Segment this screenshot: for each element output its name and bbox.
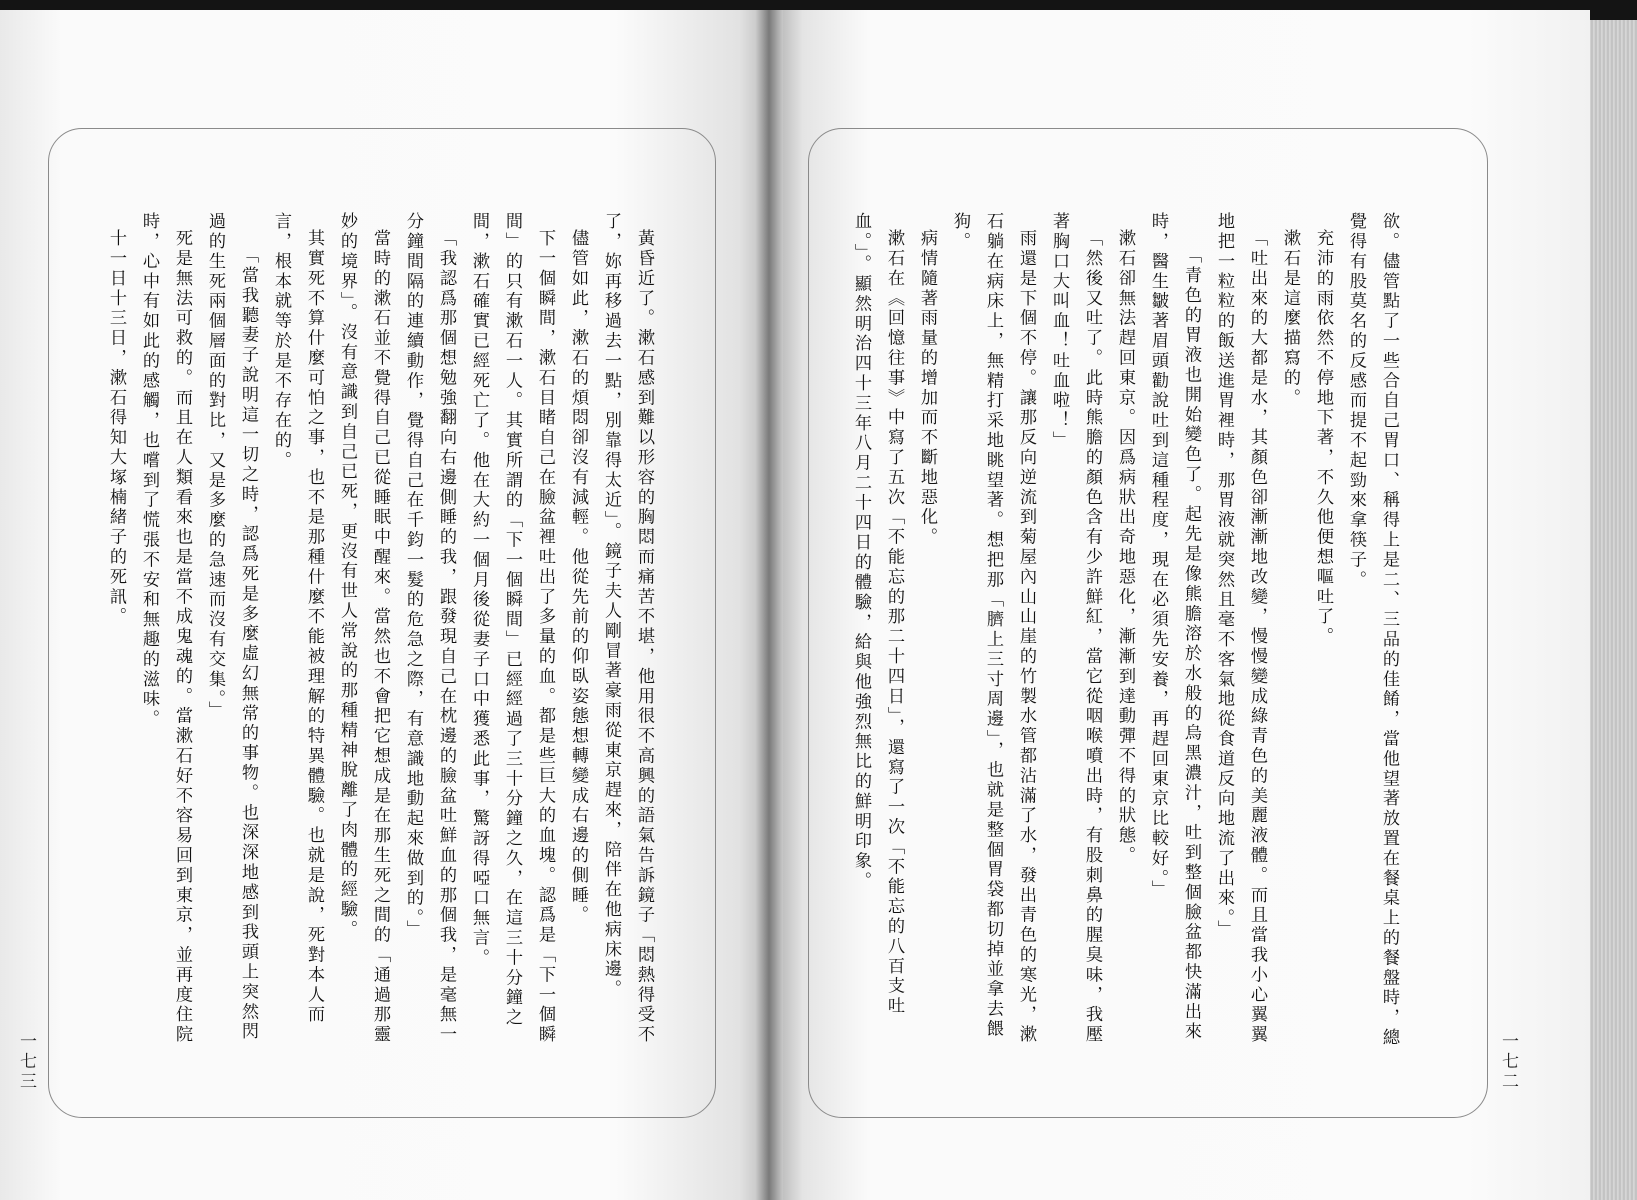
left-page-text [106, 212, 660, 1062]
paragraph: 病情隨著雨量的增加而不斷地惡化。 [917, 229, 937, 548]
paragraph: 黃昏近了。漱石感到難以形容的胸悶而痛苦不堪，他用很不高興的語氣告訴鏡子「悶熱得受不了，妳再移過去一點，別靠得太近」。鏡子夫人剛冒著豪雨從東京趕來，陪伴在他病床邊。 [601, 212, 654, 1046]
page-number-right: 一七二 [1498, 1032, 1518, 1092]
quote-paragraph: 「當我聽妻子說明這一切之時，認爲死是多麼虛幻無常的事物。也深深地感到我頭上突然閃過的生死兩個層面的對比，又是多麼的急速而沒有交集。」 [205, 212, 258, 1043]
paragraph: 漱石是這麼描寫的。 [1280, 229, 1300, 409]
paragraph: 下一個瞬間，漱石目睹自己在臉盆裡吐出了多量的血。都是些巨大的血塊。認爲是「下一個瞬間」的只有漱石一人。其實所謂的「下一個瞬間」已經經過了三十分鐘之久，在這三十分鐘之間，漱石確實已經死亡了。他在大約一個月後從妻子口中獲悉此事，驚訝得啞口無言。 [469, 212, 555, 1046]
paragraph: 其實死不算什麼可怕之事，也不是那種什麼不能被理解的特異體驗。也就是說，死對本人而言，根本就等於是不存在的。 [271, 212, 324, 1026]
book-gutter [755, 0, 783, 1200]
paragraph: 充沛的雨依然不停地下著，不久他便想嘔吐了。 [1313, 229, 1333, 648]
paragraph: 漱石在《回憶往事》中寫了五次「不能忘的那二十四日」，還寫了一次「不能忘的八百支吐血。」。顯然明治四十三年八月二十四日的體驗，給與他強烈無比的鮮明印象。 [851, 212, 904, 1017]
paragraph: 死是無法可救的。而且在人類看來也是當不成鬼魂的。當漱石好不容易回到東京，並再度住院時，心中有如此的感觸，也嚐到了慌張不安和無趣的滋味。 [139, 212, 192, 1046]
quote-paragraph: 「吐出來的大都是水，其顏色卻漸漸地改變，慢慢變成綠青色的美麗液體。而且當我小心翼翼地把一粒粒的飯送進胃裡時，那胃液就突然且毫不客氣地從食道反向地流了出來。」 [1214, 212, 1267, 1046]
paragraph: 儘管如此，漱石的煩悶卻沒有減輕。他從先前的仰臥姿態想轉變成右邊的側睡。 [568, 229, 588, 926]
paragraph: 雨還是下個不停。讓那反向逆流到菊屋內山山崖的竹製水管都沾滿了水，發出青色的寒光，漱石躺在病床上，無精打采地眺望著。想把那「臍上三寸周邊」，也就是整個胃袋都切掉並拿去餵狗。 [950, 212, 1036, 1046]
quote-paragraph: 「然後又吐了。此時熊膽的顏色含有少許鮮紅，當它從咽喉噴出時，有股刺鼻的腥臭味，我壓著胸口大叫血！吐血啦！」 [1049, 212, 1102, 1046]
paragraph: 當時的漱石並不覺得自己已從睡眠中醒來。當然也不會把它想成是在那生死之間的「通過那靈妙的境界」。沒有意識到自己已死，更沒有世人常說的那種精神脫離了肉體的經驗。 [337, 212, 390, 1046]
paragraph: 漱石卻無法趕回東京。因爲病狀出奇地惡化，漸漸到達動彈不得的狀態。 [1115, 229, 1135, 866]
scan-border [0, 0, 1637, 10]
paragraph: 欲。儘管點了一些合自己胃口、稱得上是二、三品的佳餚，當他望著放置在餐桌上的餐盤時，總覺得有股莫名的反感而提不起勁來拿筷子。 [1346, 212, 1399, 1048]
right-page-text [851, 212, 1405, 1062]
paragraph: 十一日十三日，漱石得知大塚楠緒子的死訊。 [106, 229, 126, 628]
quote-paragraph: 「我認爲那個想勉強翻向右邊側睡的我，跟發現自己在枕邊的臉盆吐鮮血的那個我，是毫無一分鐘間隔的連續動作，覺得自己在千鈞一髮的危急之際，有意識地動起來做到的。」 [403, 212, 456, 1046]
quote-paragraph: 「青色的胃液也開始變色了。起先是像熊膽溶於水般的烏黑濃汁，吐到整個臉盆都快滿出來時，醫生皺著眉頭勸說吐到這種程度，現在必須先安養，再趕回東京比較好。」 [1148, 212, 1201, 1043]
page-number-left: 一七三 [16, 1032, 36, 1092]
page-edges [1590, 20, 1637, 1200]
